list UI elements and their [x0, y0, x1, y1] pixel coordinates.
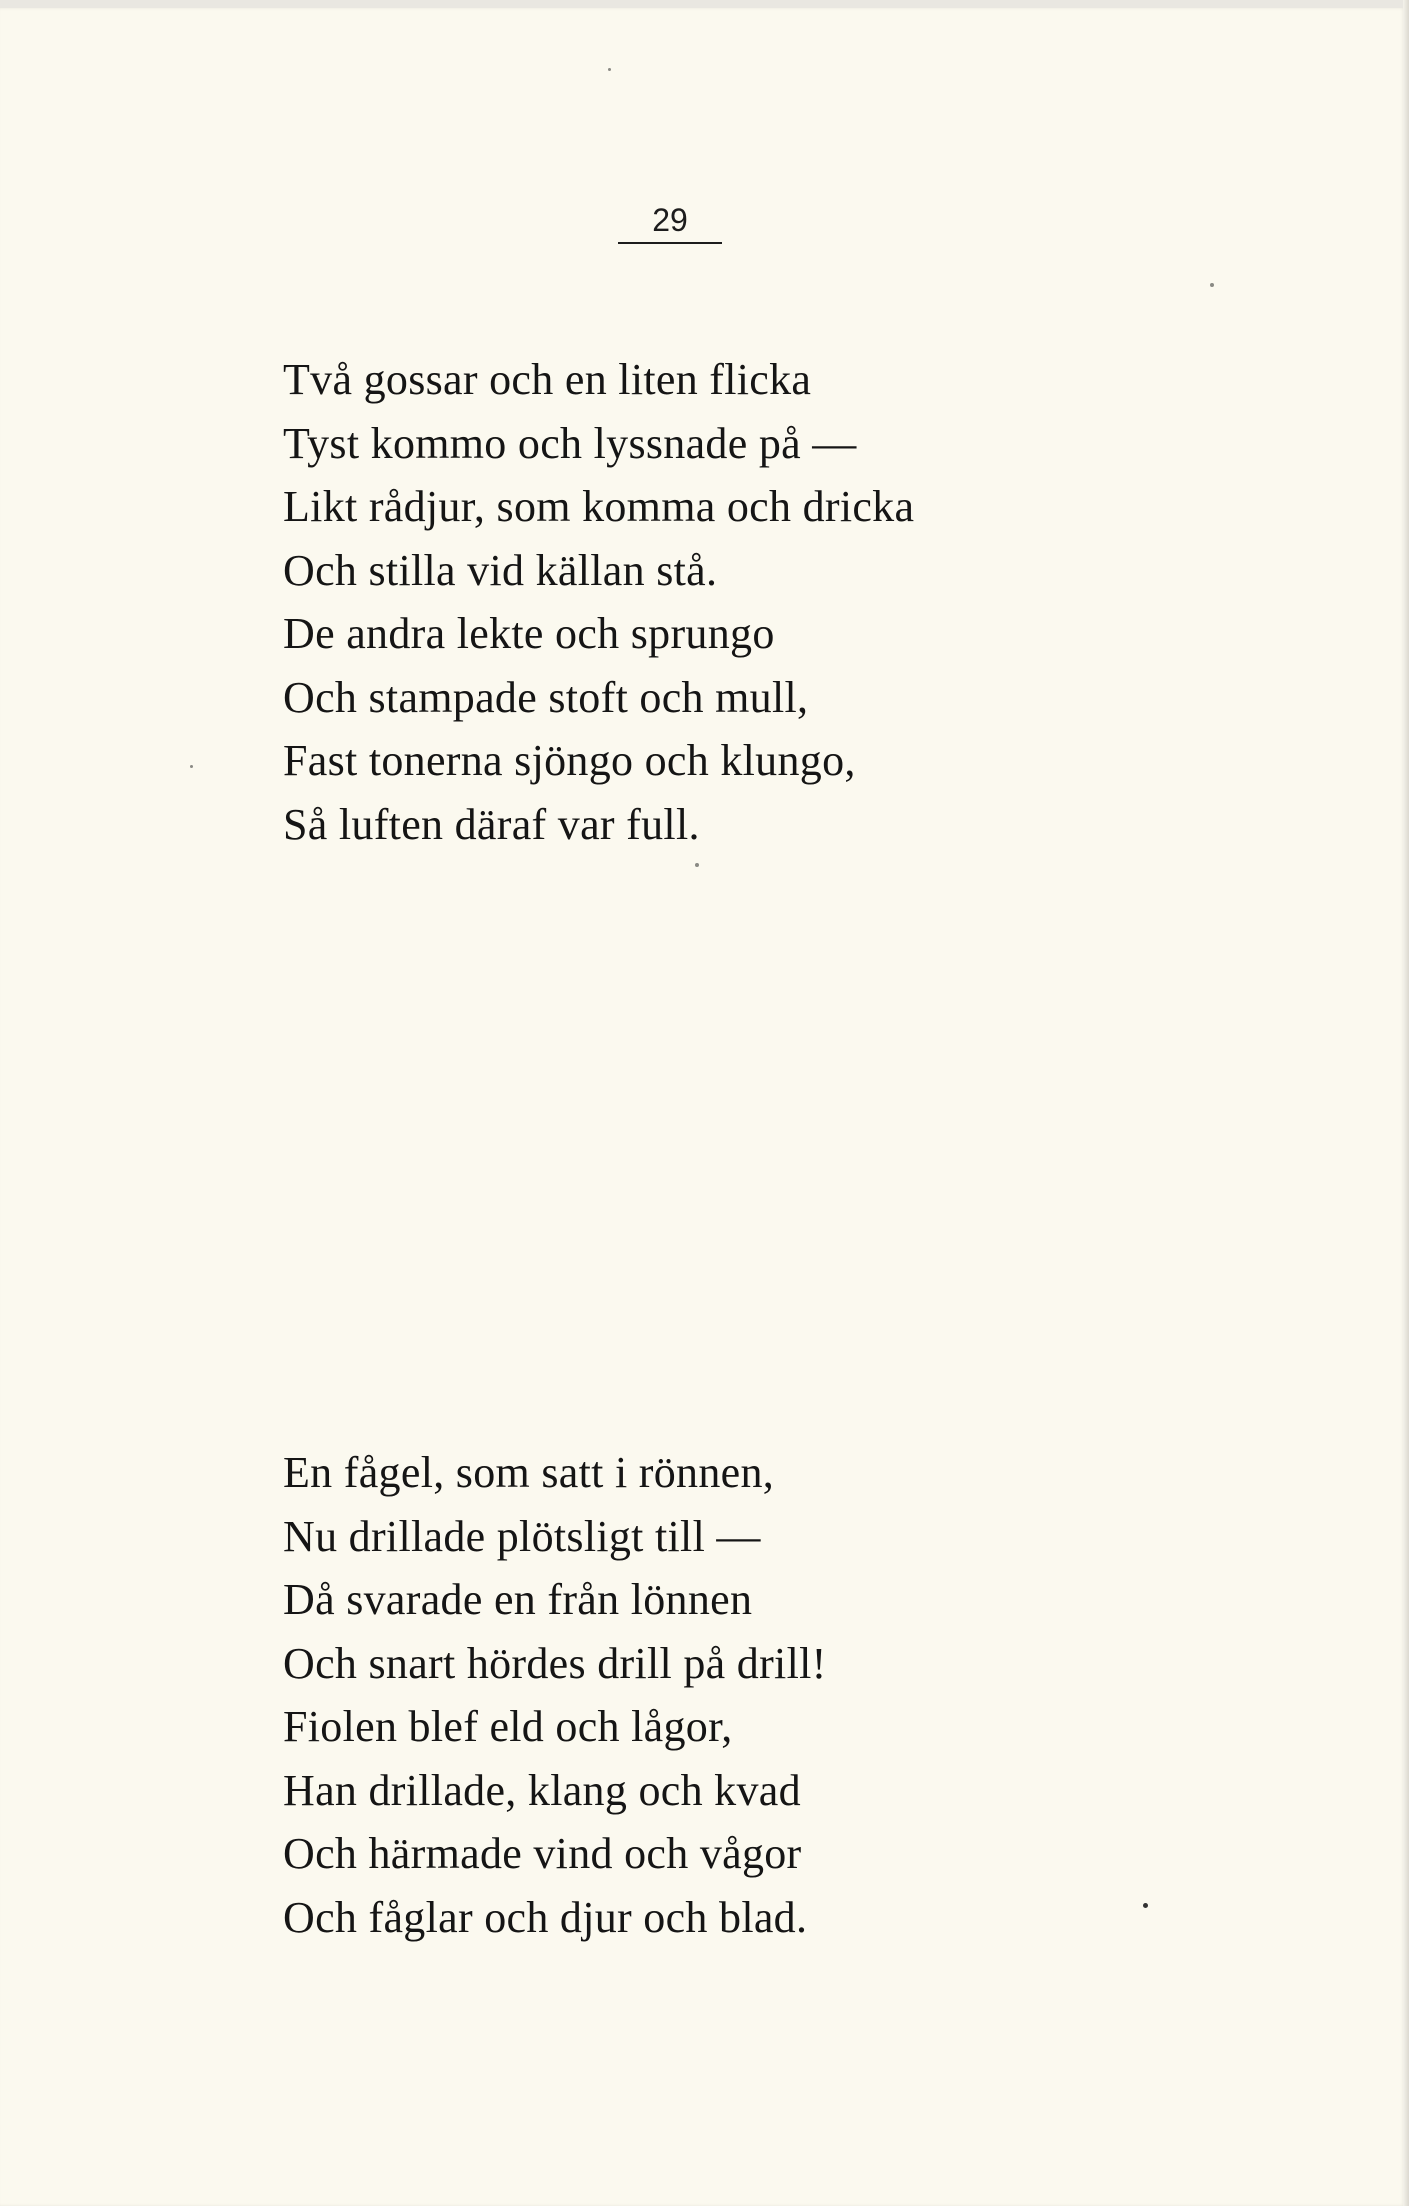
paper-speck — [608, 68, 611, 71]
verse-line: De andra lekte och sprungo — [283, 609, 775, 658]
verse-line: Fast tonerna sjöngo och klungo, — [283, 736, 856, 785]
verse-line: Och härmade vind och vågor — [283, 1829, 802, 1878]
stanza-1 — [283, 348, 914, 856]
verse-line: En fågel, som satt i rönnen, — [283, 1448, 775, 1497]
paper-speck — [190, 765, 193, 768]
verse-line: Likt rådjur, som komma och dricka — [283, 482, 915, 531]
verse-line: Tyst kommo och lyssnade på — — [283, 418, 857, 468]
verse-line: Fiolen blef eld och lågor, — [283, 1702, 733, 1751]
verse-line: Två gossar och en liten flicka — [283, 355, 812, 404]
verse-line: Så luften däraf var full. — [283, 799, 700, 849]
book-page — [0, 8, 1405, 2206]
verse-line: Och stilla vid källan stå. — [283, 545, 718, 595]
verse-line: Då svarade en från lönnen — [283, 1575, 753, 1624]
stanza-2 — [283, 1441, 827, 1949]
page-number: 29 — [618, 204, 722, 244]
verse-line: Nu drillade plötsligt till — — [283, 1511, 761, 1561]
verse-line: Han drillade, klang och kvad — [283, 1765, 801, 1815]
paper-speck — [1143, 1903, 1148, 1908]
verse-line: Och fåglar och djur och blad. — [283, 1892, 808, 1942]
verse-line: Och stampade stoft och mull, — [283, 672, 809, 722]
paper-speck — [1210, 283, 1214, 287]
verse-line: Och snart hördes drill på drill! — [283, 1638, 827, 1688]
page-edge — [1403, 0, 1409, 2206]
paper-speck — [695, 863, 699, 867]
